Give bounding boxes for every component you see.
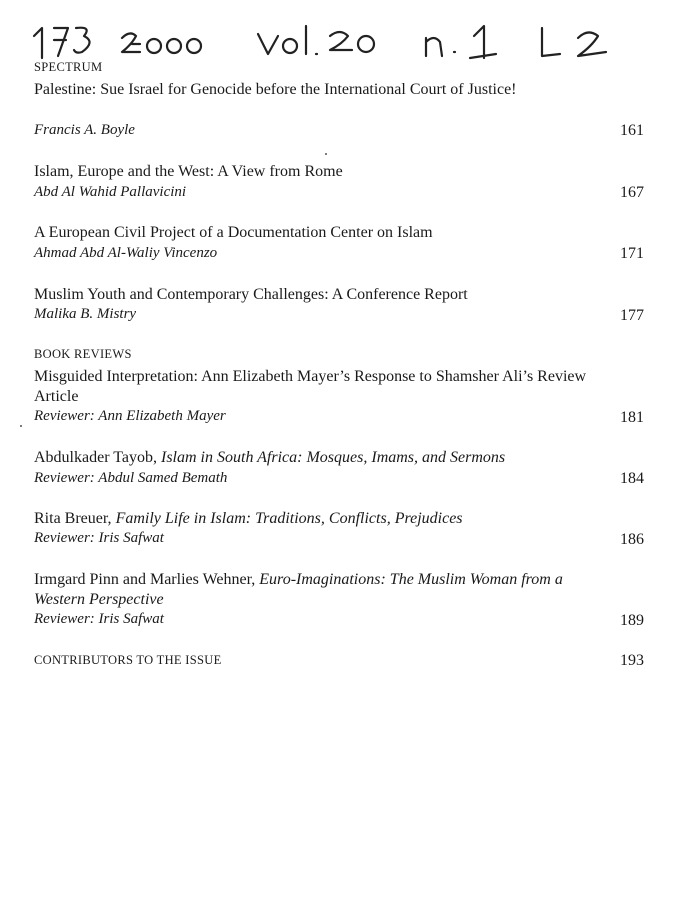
review-book-title-2: Islam in South Africa: Mosques, Imams, and Sermons xyxy=(161,449,506,466)
review-title-1: Misguided Interpretation: Ann Elizabeth Mayer’s Response to Shamsher Ali’s Review Article xyxy=(34,368,587,405)
handwriting-strokes xyxy=(22,14,662,62)
review-book-author-4: Irmgard Pinn and Marlies Wehner, xyxy=(34,571,256,588)
entry-title-1: Palestine: Sue Israel for Genocide before the International Court of Justice! xyxy=(34,81,517,98)
entry-title-4: Muslim Youth and Contemporary Challenges: A Conference Report xyxy=(34,286,468,303)
section-heading-book-reviews: BOOK REVIEWS xyxy=(34,347,132,361)
scan-speck xyxy=(325,153,327,155)
contributors-page: 193 xyxy=(620,652,644,669)
entry-author-2: Abd Al Wahid Pallavicini xyxy=(34,184,187,200)
entry-page-2: 167 xyxy=(620,184,644,201)
entry-author-3: Ahmad Abd Al-Waliy Vincenzo xyxy=(34,245,218,261)
entry-title-2: Islam, Europe and the West: A View from Rome xyxy=(34,163,343,180)
section-heading-spectrum: SPECTRUM xyxy=(34,60,103,74)
review-book-title-3: Family Life in Islam: Traditions, Conflicts, Prejudices xyxy=(115,510,463,527)
entry-title-3: A European Civil Project of a Documentation Center on Islam xyxy=(34,224,433,241)
review-reviewer-1: Reviewer: Ann Elizabeth Mayer xyxy=(34,408,226,424)
review-book-author-3: Rita Breuer, xyxy=(34,510,112,527)
section-heading-contributors: CONTRIBUTORS TO THE ISSUE xyxy=(34,653,222,667)
review-page-3: 186 xyxy=(620,531,644,548)
review-reviewer-4: Reviewer: Iris Safwat xyxy=(34,611,164,627)
review-page-4: 189 xyxy=(620,612,644,629)
entry-author-4: Malika B. Mistry xyxy=(34,306,137,322)
review-reviewer-2: Reviewer: Abdul Samed Bemath xyxy=(34,470,228,486)
review-book-title-4: Euro-Imaginations: The Muslim Woman from a Western Perspective xyxy=(34,571,563,608)
review-page-1: 181 xyxy=(620,409,644,426)
entry-page-1: 161 xyxy=(620,122,644,139)
review-page-2: 184 xyxy=(620,470,644,487)
scan-speck xyxy=(20,425,22,427)
review-book-author-2: Abdulkader Tayob, xyxy=(34,449,157,466)
entry-page-4: 177 xyxy=(620,307,644,324)
review-entry-4 xyxy=(34,570,594,610)
handwritten-annotation xyxy=(22,14,662,62)
review-entry-3 xyxy=(34,509,463,529)
entry-page-3: 171 xyxy=(620,245,644,262)
entry-author-1: Francis A. Boyle xyxy=(34,122,135,138)
review-entry-2 xyxy=(34,448,505,468)
review-reviewer-3: Reviewer: Iris Safwat xyxy=(34,530,164,546)
